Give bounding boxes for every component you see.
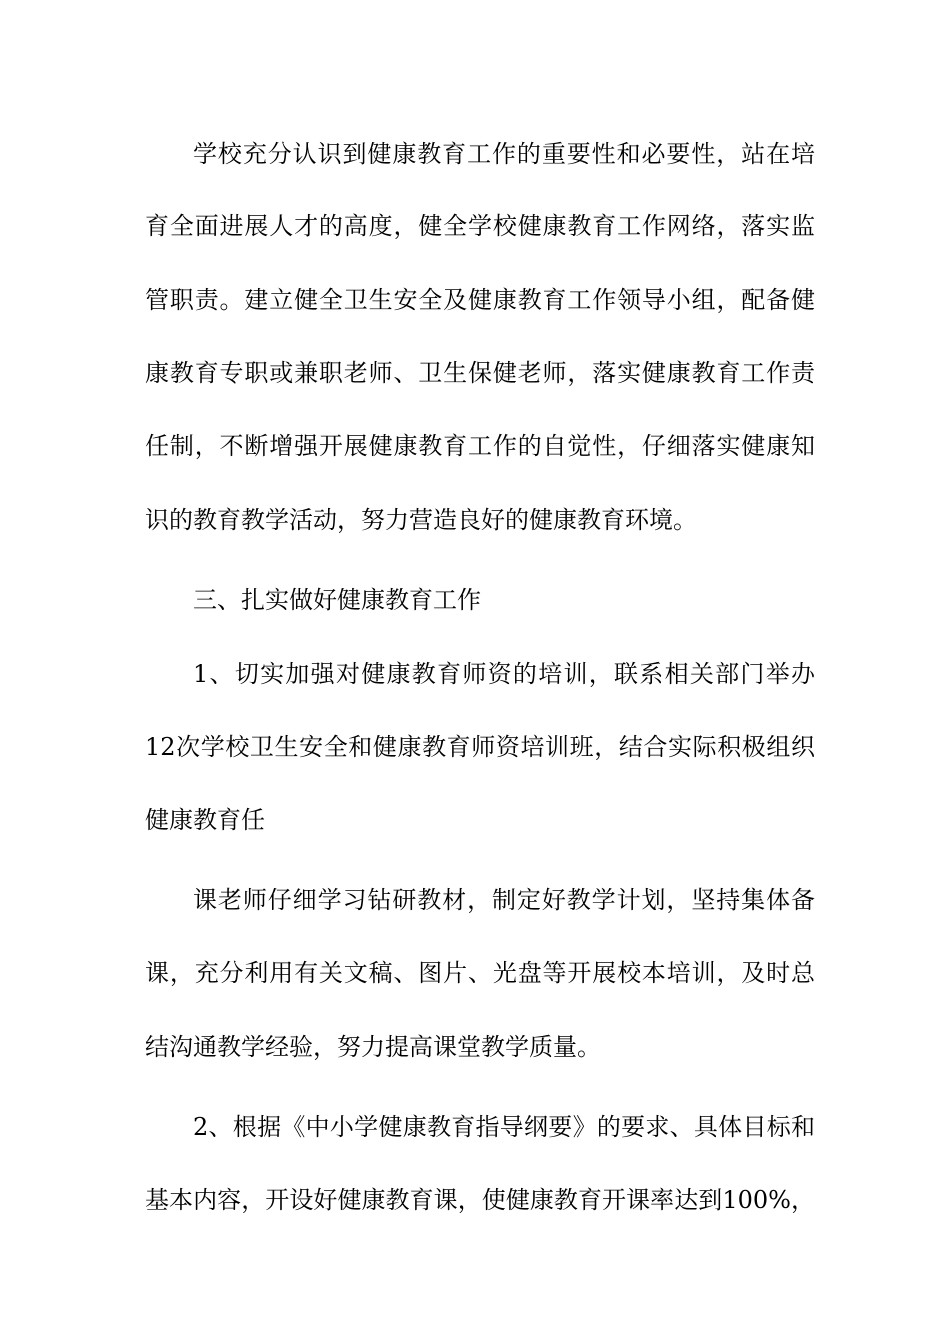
paragraph-line: 健康教育任 [145,806,265,834]
paragraph-line: 基本内容，开设好健康教育课，使健康教育开课率达到100%， [145,1186,815,1214]
paragraph-line: 2、根据《中小学健康教育指导纲要》的要求、具体目标和 [193,1113,815,1141]
paragraph-line: 识的教育教学活动，努力营造良好的健康教育环境。 [145,506,697,534]
paragraph-line: 结沟通教学经验，努力提高课堂教学质量。 [145,1033,601,1061]
paragraph-line: 康教育专职或兼职老师、卫生保健老师，落实健康教育工作责 [145,359,815,387]
paragraph-line: 任制，不断增强开展健康教育工作的自觉性，仔细落实健康知 [145,432,815,460]
paragraph-line: 育全面进展人才的高度，健全学校健康教育工作网络，落实监 [145,212,815,240]
paragraph-line: 12次学校卫生安全和健康教育师资培训班，结合实际积极组织 [145,733,815,761]
paragraph-line: 1、切实加强对健康教育师资的培训，联系相关部门举办 [193,660,815,688]
paragraph-line: 管职责。建立健全卫生安全及健康教育工作领导小组，配备健 [145,286,815,314]
paragraph-line: 课，充分利用有关文稿、图片、光盘等开展校本培训，及时总 [145,959,815,987]
section-heading: 三、扎实做好健康教育工作 [193,586,481,614]
paragraph-line: 课老师仔细学习钻研教材，制定好教学计划，坚持集体备 [193,886,815,914]
paragraph-line: 学校充分认识到健康教育工作的重要性和必要性，站在培 [193,140,815,168]
